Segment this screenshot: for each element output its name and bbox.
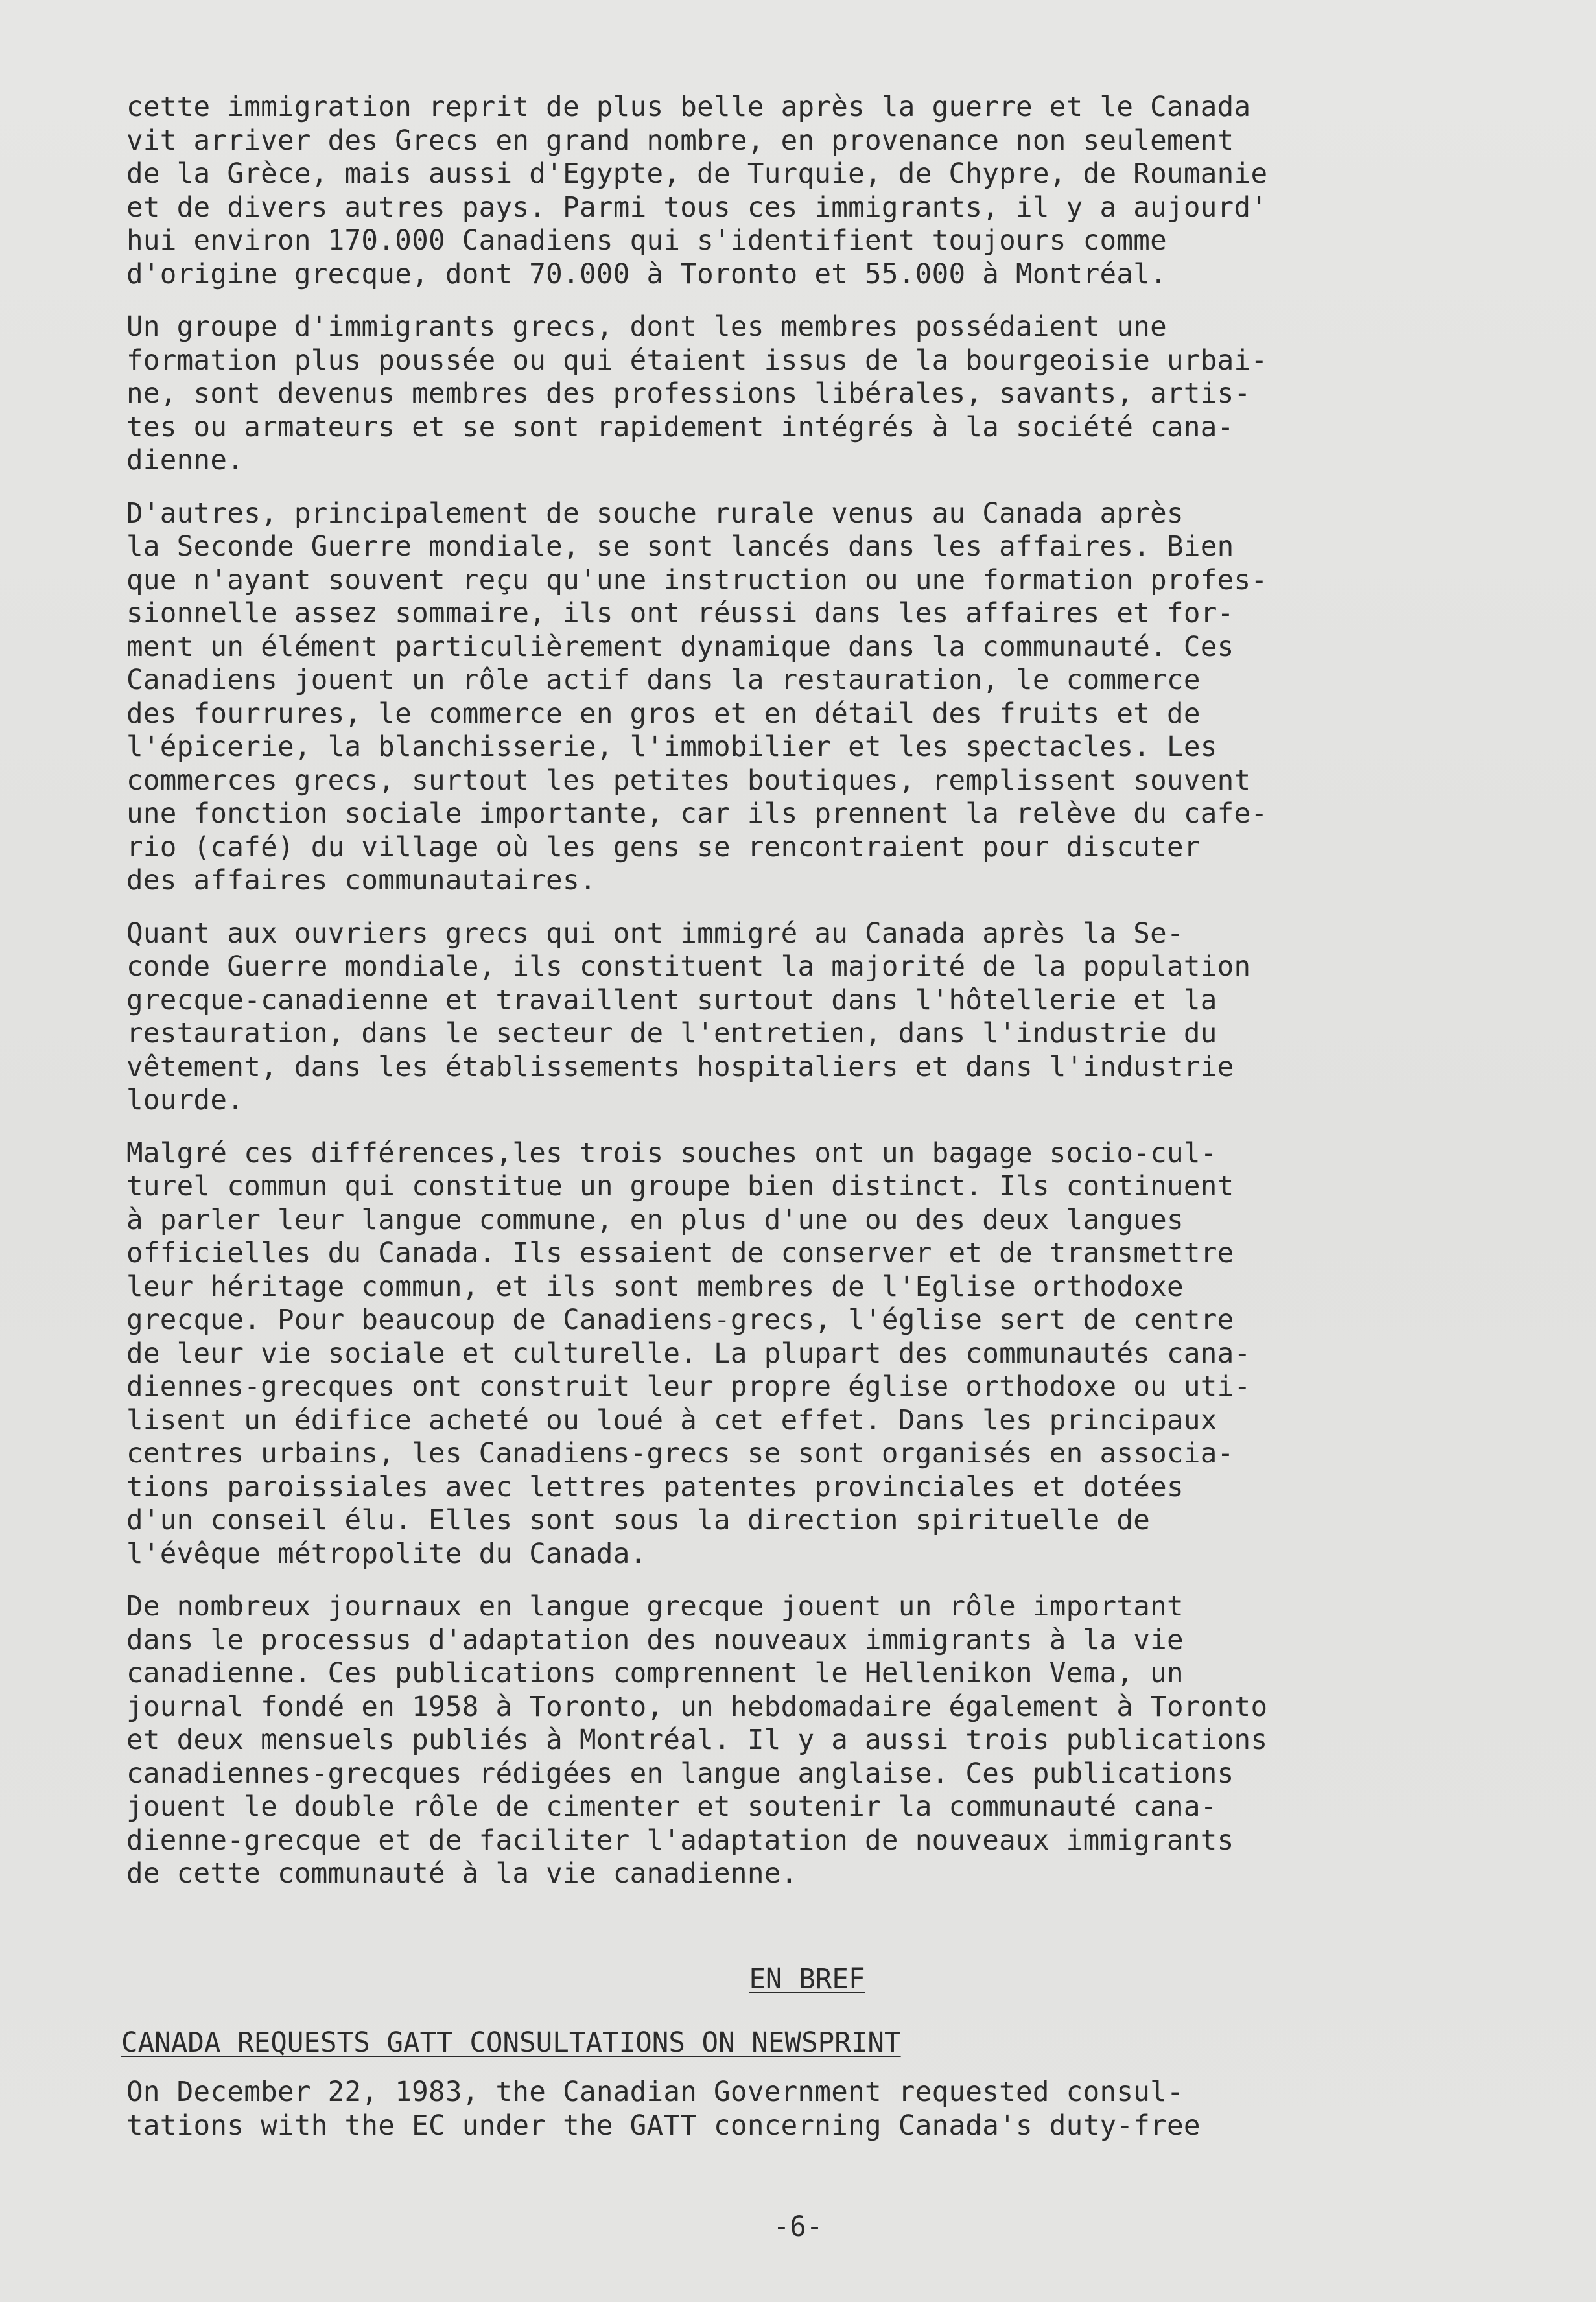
paragraph-rural-immigrants: D'autres, principalement de souche rurale venus au Canada après la Seconde Guerre mondiale, se sont lancés dans les affaires. Bien que n'ayant souvent reçu qu'une instruction ou une formation profes- sionnelle assez sommaire, ils ont réussi dans les affaires et for- ment un élément particulièrement dynamique dans la communauté. Ces Canadiens jouent un rôle actif dans la restauration, le commerce des fourrures, le commerce en gros et en détail des fruits et de l'épicerie, la blanchisserie, l'immobilier et les spectacles. Les commerces grecs, surtout les petites boutiques, remplissent souvent une fonction sociale importante, car ils prennent la relève du cafe- rio (café) du village où les gens se rencontraient pour discuter des affaires communautaires. [126, 497, 1268, 897]
page-number: -6- [773, 2211, 823, 2243]
section-heading [126, 1963, 1488, 1997]
page-content [121, 91, 1488, 2142]
paragraph-educated-immigrants: Un groupe d'immigrants grecs, dont les membres possédaient une formation plus poussée ou qui étaient issus de la bourgeoisie urbai- ne, sont devenus membres des professions libérales, savants, artis- tes ou armateurs et se sont rapidement intégrés à la société cana- dienne. [126, 311, 1268, 476]
paragraph-common-heritage: Malgré ces différences,les trois souches ont un bagage socio-cul- turel commun qui constitue un groupe bien distinct. Ils continuent à parler leur langue commune, en plus d'une ou des deux langues officielles du Canada. Ils essaient de conserver et de transmettre leur héritage commun, et ils sont membres de l'Eglise orthodoxe grecque. Pour beaucoup de Canadiens-grecs, l'église sert de centre de leur vie sociale et culturelle. La plupart des communautés cana- diennes-grecques ont construit leur propre église orthodoxe ou uti- lisent un édifice acheté ou loué à cet effet. Dans les principaux centres urbains, les Canadiens-grecs se sont organisés en associa- tions paroissiales avec lettres patentes provinciales et dotées d'un conseil élu. Elles sont sous la direction spirituelle de l'évêque métropolite du Canada. [126, 1137, 1251, 1570]
paragraph-immigration-after-war: cette immigration reprit de plus belle après la guerre et le Canada vit arriver des Grecs en grand nombre, en provenance non seulement de la Grèce, mais aussi d'Egypte, de Turquie, de Chypre, de Roumanie et de divers autres pays. Parmi tous ces immigrants, il y a aujourd' hui environ 170.000 Canadiens qui s'identifient toujours comme d'origine grecque, dont 70.000 à Toronto et 55.000 à Montréal. [126, 91, 1268, 290]
paragraph-workers: Quant aux ouvriers grecs qui ont immigré au Canada après la Se- conde Guerre mondiale, ils constituent la majorité de la population grecque-canadienne et travaillent surtout dans l'hôtellerie et la restauration, dans le secteur de l'entretien, dans l'industrie du vêtement, dans les établissements hospitaliers et dans l'industrie lourde. [126, 917, 1251, 1116]
article-title: CANADA REQUESTS GATT CONSULTATIONS ON NEWSPRINT [121, 2027, 901, 2059]
article-paragraph: On December 22, 1983, the Canadian Government requested consul- tations with the EC under the GATT concerning Canada's duty-free [126, 2076, 1201, 2142]
section-heading-text: EN BREF [749, 1964, 865, 1995]
paragraph-greek-newspapers: De nombreux journaux en langue grecque jouent un rôle important dans le processus d'adaptation des nouveaux immigrants à la vie canadienne. Ces publications comprennent le Hellenikon Vema, un journal fondé en 1958 à Toronto, un hebdomadaire également à Toronto et deux mensuels publiés à Montréal. Il y a aussi trois publications canadiennes-grecques rédigées en langue anglaise. Ces publications jouent le double rôle de cimenter et soutenir la communauté cana- dienne-grecque et de faciliter l'adaptation de nouveaux immigrants de cette communauté à la vie canadienne. [126, 1591, 1268, 1890]
